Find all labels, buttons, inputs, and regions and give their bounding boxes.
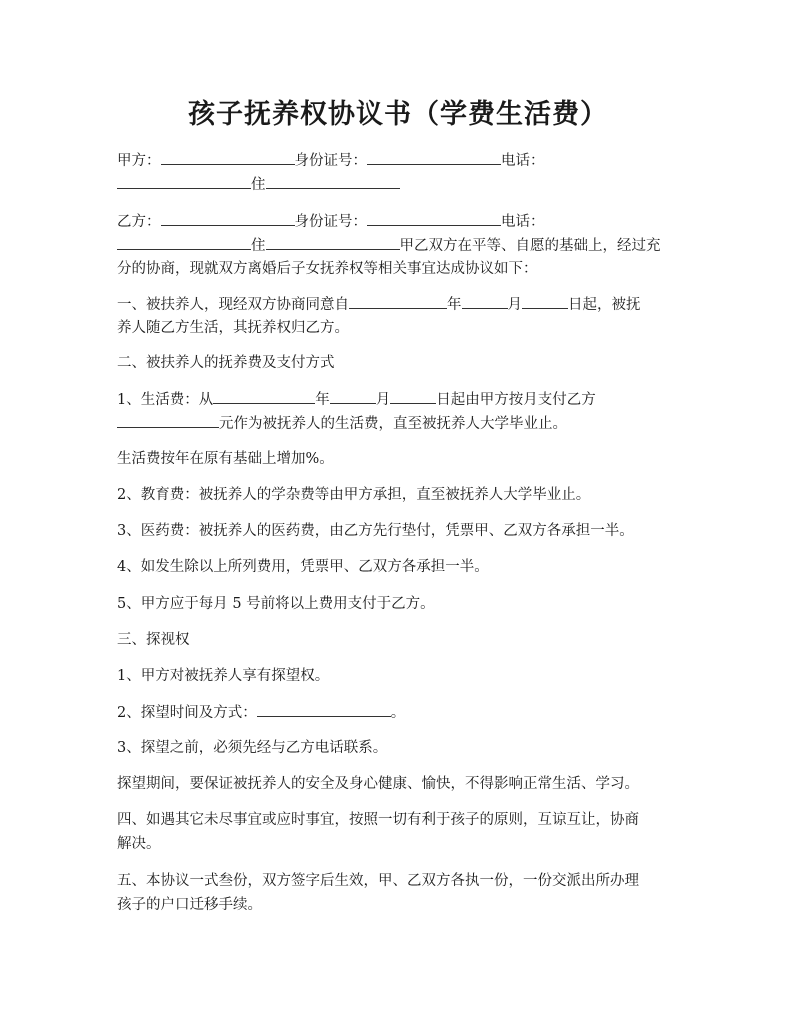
party-a-name-blank[interactable] bbox=[161, 148, 295, 165]
item-2-5: 5、甲方应于每月 5 号前将以上费用支付于乙方。 bbox=[117, 596, 435, 612]
item-3-2 bbox=[117, 700, 689, 725]
item-2-1-line-1 bbox=[117, 387, 689, 412]
item-2-1-text-b: 日起由甲方按月支付乙方 bbox=[436, 392, 596, 408]
party-a-line bbox=[117, 148, 689, 173]
party-b-label: 乙方： bbox=[117, 214, 161, 230]
party-a-phone-label: 电话： bbox=[501, 153, 545, 169]
party-a-id-label: 身份证号： bbox=[294, 153, 367, 169]
clause-1-line-2: 养人随乙方生活，其抚养权归乙方。 bbox=[117, 320, 349, 336]
item-2-1-day-blank[interactable] bbox=[390, 387, 436, 404]
clause-5-line-1: 五、本协议一式叁份，双方签字后生效，甲、乙双方各执一份，一份交派出所办理 bbox=[117, 873, 639, 889]
item-2-1-text-c: 元作为被抚养人的生活费，直至被抚养人大学毕业止。 bbox=[219, 416, 567, 432]
section-2-heading: 二、被扶养人的抚养费及支付方式 bbox=[117, 355, 335, 371]
clause-1-text-b: 日起，被抚 bbox=[568, 297, 641, 313]
item-3-2-text-b: 。 bbox=[390, 705, 406, 721]
item-3-1: 1、甲方对被抚养人享有探望权。 bbox=[117, 668, 330, 684]
clause-1-text-a: 一、被扶养人，现经双方协商同意自 bbox=[117, 297, 349, 313]
party-a-address-line bbox=[117, 172, 689, 197]
party-a-address-blank[interactable] bbox=[266, 172, 400, 189]
item-2-1-text-a: 1、生活费：从 bbox=[117, 392, 214, 408]
party-b-name-blank[interactable] bbox=[161, 209, 295, 226]
visit-note: 探望期间，要保证被抚养人的安全及身心健康、愉快，不得影响正常生活、学习。 bbox=[117, 776, 639, 792]
clause-5-line-2: 孩子的户口迁移手续。 bbox=[117, 897, 262, 913]
item-2-3: 3、医药费：被抚养人的医药费，由乙方先行垫付，凭票甲、乙双方各承担一半。 bbox=[117, 523, 634, 539]
item-2-2: 2、教育费：被抚养人的学杂费等由甲方承担，直至被抚养人大学毕业止。 bbox=[117, 487, 591, 503]
item-2-1-year-label: 年 bbox=[315, 392, 330, 408]
party-b-phone-label: 电话： bbox=[501, 214, 545, 230]
party-b-blank-2[interactable] bbox=[117, 233, 251, 250]
item-2-1-amount-blank[interactable] bbox=[117, 411, 219, 428]
clause-1-day-blank[interactable] bbox=[522, 292, 568, 309]
party-a-blank-2[interactable] bbox=[117, 172, 251, 189]
item-2-1-month-blank[interactable] bbox=[330, 387, 376, 404]
increase-line: 生活费按年在原有基础上增加%。 bbox=[117, 451, 334, 467]
party-b-address-line bbox=[117, 233, 689, 258]
document-title: 孩子抚养权协议书（学费生活费） bbox=[188, 99, 608, 130]
item-3-2-text-a: 2、探望时间及方式： bbox=[117, 705, 257, 721]
clause-1-year-label: 年 bbox=[447, 297, 462, 313]
clause-1-month-blank[interactable] bbox=[462, 292, 508, 309]
item-2-1-year-blank[interactable] bbox=[213, 387, 315, 404]
item-2-1-month-label: 月 bbox=[375, 392, 391, 408]
item-3-3: 3、探望之前，必须先经与乙方电话联系。 bbox=[117, 740, 388, 756]
party-a-id-blank[interactable] bbox=[367, 148, 501, 165]
party-b-line bbox=[117, 209, 689, 234]
intro-text-2: 分的协商，现就双方离婚后子女抚养权等相关事宜达成协议如下： bbox=[117, 261, 538, 277]
party-b-address-blank[interactable] bbox=[266, 233, 400, 250]
clause-4-line-1: 四、如遇其它未尽事宜或应时事宜，按照一切有利于孩子的原则，互谅互让，协商 bbox=[117, 812, 639, 828]
intro-text-1: 甲乙双方在平等、自愿的基础上，经过充 bbox=[399, 238, 661, 254]
party-a-address-label: 住 bbox=[251, 177, 266, 193]
clause-1-year-blank[interactable] bbox=[349, 292, 447, 309]
item-2-4: 4、如发生除以上所列费用，凭票甲、乙双方各承担一半。 bbox=[117, 559, 489, 575]
item-2-1-line-2 bbox=[117, 411, 689, 436]
clause-1-line-1 bbox=[117, 292, 689, 317]
clause-1-month-label: 月 bbox=[507, 297, 522, 313]
clause-4-line-2: 解决。 bbox=[117, 836, 161, 852]
party-b-id-label: 身份证号： bbox=[294, 214, 367, 230]
section-3-heading: 三、探视权 bbox=[117, 632, 190, 648]
party-b-address-label: 住 bbox=[251, 238, 266, 254]
party-a-label: 甲方： bbox=[117, 153, 161, 169]
party-b-id-blank[interactable] bbox=[367, 209, 501, 226]
visit-method-blank[interactable] bbox=[257, 700, 391, 717]
